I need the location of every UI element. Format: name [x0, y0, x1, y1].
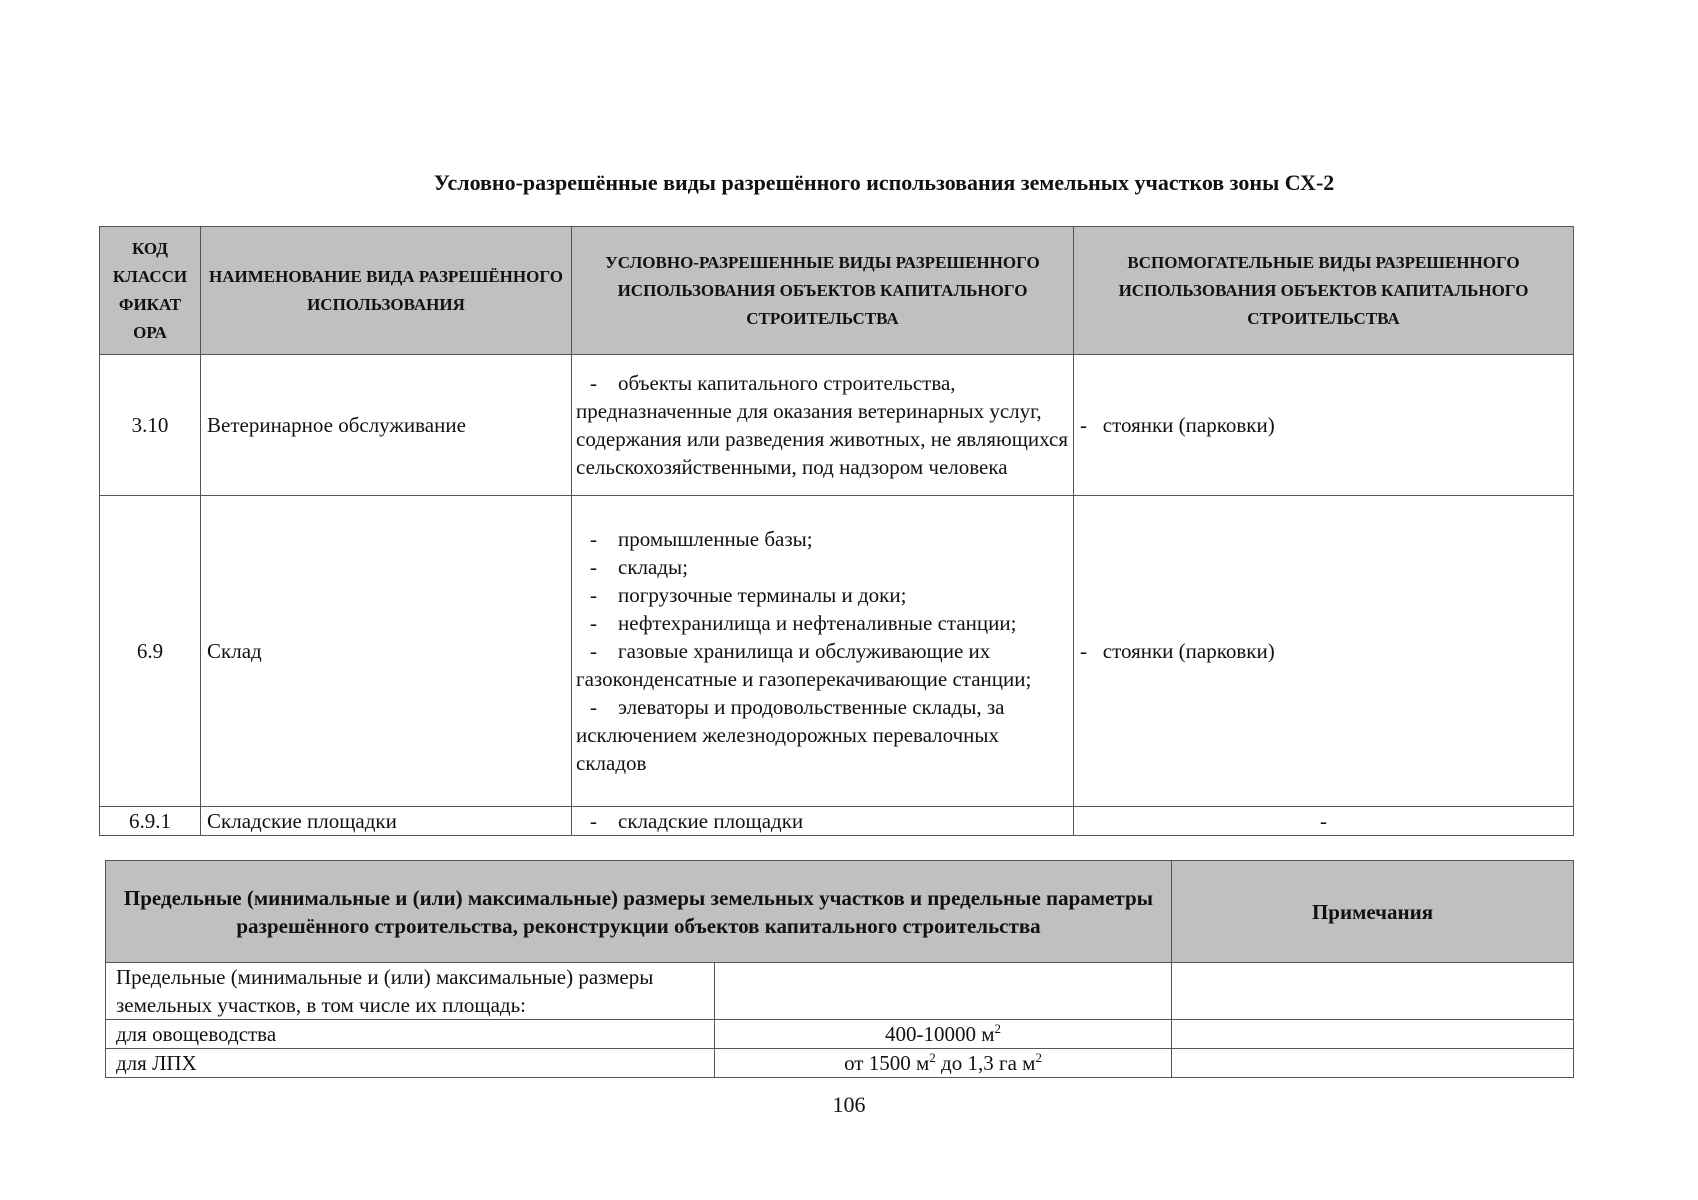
param-label: для ЛПХ [106, 1049, 715, 1078]
param-value: от 1500 $м^2$ до 1,3 га $м^2$ [715, 1049, 1172, 1078]
table-row [106, 1049, 1574, 1078]
page-number: 106 [832, 1092, 866, 1117]
list-item: - склады; [590, 555, 688, 579]
list-item: - газовые хранилища и обслуживающие их газоконденсатные и газоперекачивающие станции; [576, 639, 1032, 691]
param-note [1172, 1020, 1574, 1049]
list-item: - погрузочные терминалы и доки; [590, 583, 907, 607]
row-auxiliary: - стоянки (парковки) [1074, 355, 1574, 496]
row-code: 6.9.1 [100, 807, 201, 836]
header-auxiliary: ВСПОМОГАТЕЛЬНЫЕ ВИДЫ РАЗРЕШЕННОГО ИСПОЛЬЗОВАНИЯ ОБЪЕКТОВ КАПИТАЛЬНОГО СТРОИТЕЛЬСТВА [1074, 227, 1574, 355]
table-row [100, 496, 1574, 807]
table-header-row [100, 227, 1574, 355]
param-label: для овощеводства [106, 1020, 715, 1049]
page-title: Условно-разрешённые виды разрешённого использования земельных участков зоны СХ-2 [433, 170, 1335, 195]
row-auxiliary: - стоянки (парковки) [1074, 496, 1574, 807]
table-row [106, 1020, 1574, 1049]
header-name: НАИМЕНОВАНИЕ ВИДА РАЗРЕШЁННОГО ИСПОЛЬЗОВАНИЯ [201, 227, 572, 355]
header-parameters: Предельные (минимальные и (или) максимальные) размеры земельных участков и предельные параметры разрешённого строительства, реконструкции объектов капитального строительства [106, 861, 1172, 963]
parameters-table [105, 860, 1574, 1078]
row-auxiliary: - [1074, 807, 1574, 836]
row-conditional-list [572, 807, 1074, 836]
table-header-row [106, 861, 1574, 963]
list-item: - объекты капитального строительства, предназначенные для оказания ветеринарных услуг, содержания или разведения животных, не являющихся сельскохозяйственными, под надзором человека [576, 371, 1068, 479]
row-name: Склад [201, 496, 572, 807]
param-value: 400-10000 $м^2$ [715, 1020, 1172, 1049]
list-item: - складские площадки [590, 809, 804, 833]
row-name: Ветеринарное обслуживание [201, 355, 572, 496]
header-notes: Примечания [1172, 861, 1574, 963]
table-row [100, 807, 1574, 836]
param-label: Предельные (минимальные и (или) максимальные) размеры земельных участков, в том числе их площадь: [106, 963, 715, 1020]
param-value [715, 963, 1172, 1020]
param-note [1172, 963, 1574, 1020]
param-note [1172, 1049, 1574, 1078]
row-conditional-list [572, 355, 1074, 496]
row-name: Складские площадки [201, 807, 572, 836]
header-code: КОД КЛАССИ ФИКАТ ОРА [100, 227, 201, 355]
header-conditional: УСЛОВНО-РАЗРЕШЕННЫЕ ВИДЫ РАЗРЕШЕННОГО ИСПОЛЬЗОВАНИЯ ОБЪЕКТОВ КАПИТАЛЬНОГО СТРОИТЕЛЬСТВА [572, 227, 1074, 355]
row-code: 3.10 [100, 355, 201, 496]
row-conditional-list [572, 496, 1074, 807]
list-item: - промышленные базы; [590, 527, 813, 551]
table-row [106, 963, 1574, 1020]
list-item: - нефтехранилища и нефтеналивные станции; [590, 611, 1017, 635]
row-code: 6.9 [100, 496, 201, 807]
table-row [100, 355, 1574, 496]
permitted-use-table [99, 226, 1574, 836]
list-item: - элеваторы и продовольственные склады, за исключением железнодорожных перевалочных складов [576, 695, 1005, 775]
